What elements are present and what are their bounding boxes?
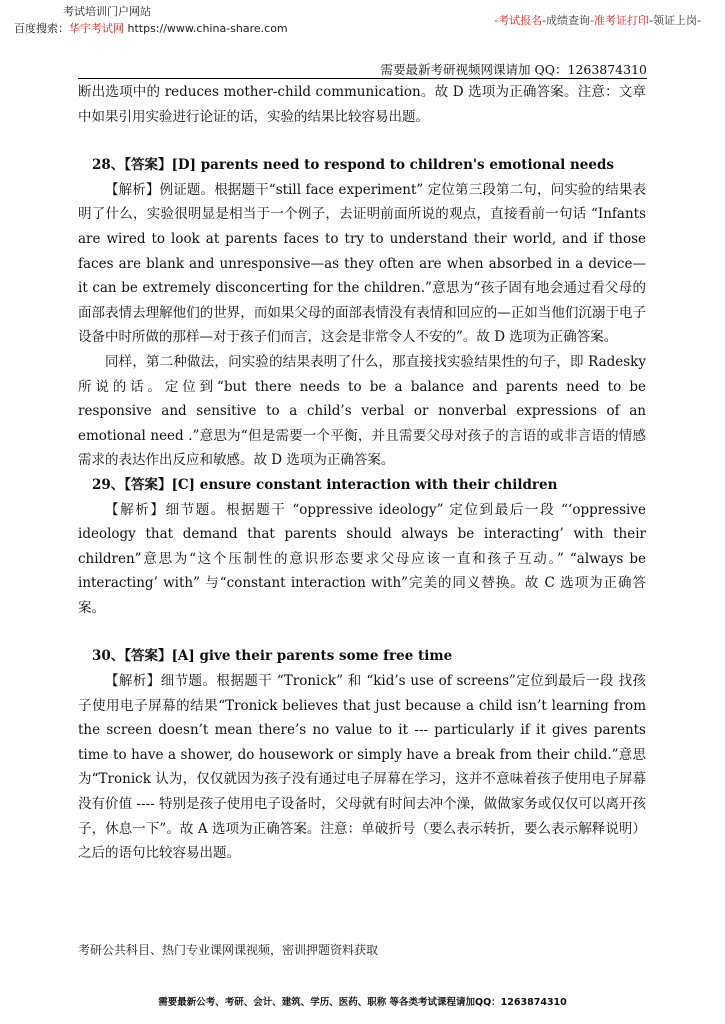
intro-paragraph: 断出选项中的 reduces mother-child communication。故 D 选项为正确答案。注意：文章中如果引用实验进行论证的话，实验的结果比较容易出题。 [78, 84, 646, 125]
nav-cert[interactable]: -领证上岗- [649, 14, 701, 27]
nav-score[interactable]: -成绩查询 [542, 14, 591, 27]
answer-heading-30: 30、【答案】[A] give their parents some free time [92, 648, 453, 665]
analysis-28-paragraph-1: 【解析】例证题。根据题干“still face experiment” 定位第三段第二句，问实验的结果表明了什么，实验很明显是相当于一个例子，去证明前面所说的观点，直接看前一句话 “Infants are wired to look at parents faces to try to understand their world, and if those faces are blank and unresponsive—as they often are when absorbed in a device—it can be extremely disconcerting for the children.”意思为“孩子固有地会通过看父母的面部表情去理解他们的世界，而如果父母的面部表情没有表情和回应的—正如当他们沉溺于电子设备中时所做的那样—对于孩子们而言，这会是非常令人不安的”。故 D 选项为正确答案。 [78, 181, 646, 346]
header-nav [494, 12, 701, 28]
answer-heading-28: 28、【答案】[D] parents need to respond to children's emotional needs [92, 157, 615, 174]
spacer [78, 620, 646, 644]
answer-heading-29: 29、【答案】[C] ensure constant interaction with their children [92, 476, 558, 493]
document-body [78, 80, 646, 866]
header-divider [78, 78, 647, 79]
search-brand[interactable]: 华宇考试网 [69, 22, 124, 35]
nav-print[interactable]: -准考证打印 [590, 14, 650, 27]
analysis-29-paragraph: 【解析】细节题。根据题干 “oppressive ideology” 定位到最后一段 “‘oppressive ideology that demand that parents should always be interacting’ with their children”意思为“这个压制性的意识形态要求父母应该一直和孩子互动。” “always be interacting’ with” 与“constant interaction with”完美的同义替换。故 C 选项为正确答案。 [78, 501, 646, 616]
footer-contact: 需要最新公考、考研、会计、建筑、学历、医药、职称 等各类考试课程请加QQ：1263874310 [158, 997, 567, 1008]
site-url[interactable]: https://www.china-share.com [124, 22, 288, 35]
analysis-30-paragraph: 【解析】细节题。根据题干 “Tronick” 和 “kid’s use of screens”定位到最后一段 找孩子使用电子屏幕的结果“Tronick believes that just because a child isn’t learning from the screen doesn’t mean there’s no value to it --- particularly if it gives parents time to have a shower, do housework or simply have a break from their child.”意思为“Tronick 认为，仅仅就因为孩子没有通过电子屏幕在学习，这并不意味着孩子使用电子屏幕没有价值 ---- 特别是孩子使用电子设备时，父母就有时间去冲个澡，做做家务或仅仅可以离开孩子，休息一下”。故 A 选项为正确答案。注意：单破折号（要么表示转折，要么表示解释说明）之后的语句比较容易出题。 [78, 673, 646, 862]
footer-note: 考研公共科目、热门专业课网课视频，密训押题资料获取 [78, 943, 379, 957]
search-hint [14, 20, 288, 36]
site-title: 考试培训门户网站 [63, 5, 151, 18]
qq-contact-line: 需要最新考研视频网课请加 QQ：1263874310 [380, 62, 647, 77]
spacer [78, 129, 646, 153]
nav-exam-signup[interactable]: -考试报名 [494, 14, 543, 27]
search-prefix: 百度搜索： [14, 22, 69, 35]
analysis-28-paragraph-2: 同样，第二种做法，问实验的结果表明了什么，那直接找实验结果性的句子，即 Radesky 所说的话。定位到“but there needs to be a balance and parents need to be responsive and sensitive to a child’s verbal or nonverbal expressions of an emotional need .”意思为“但是需要一个平衡，并且需要父母对孩子的言语的或非言语的情感需求的表达作出反应和敏感。故 D 选项为正确答案。 [78, 353, 646, 469]
